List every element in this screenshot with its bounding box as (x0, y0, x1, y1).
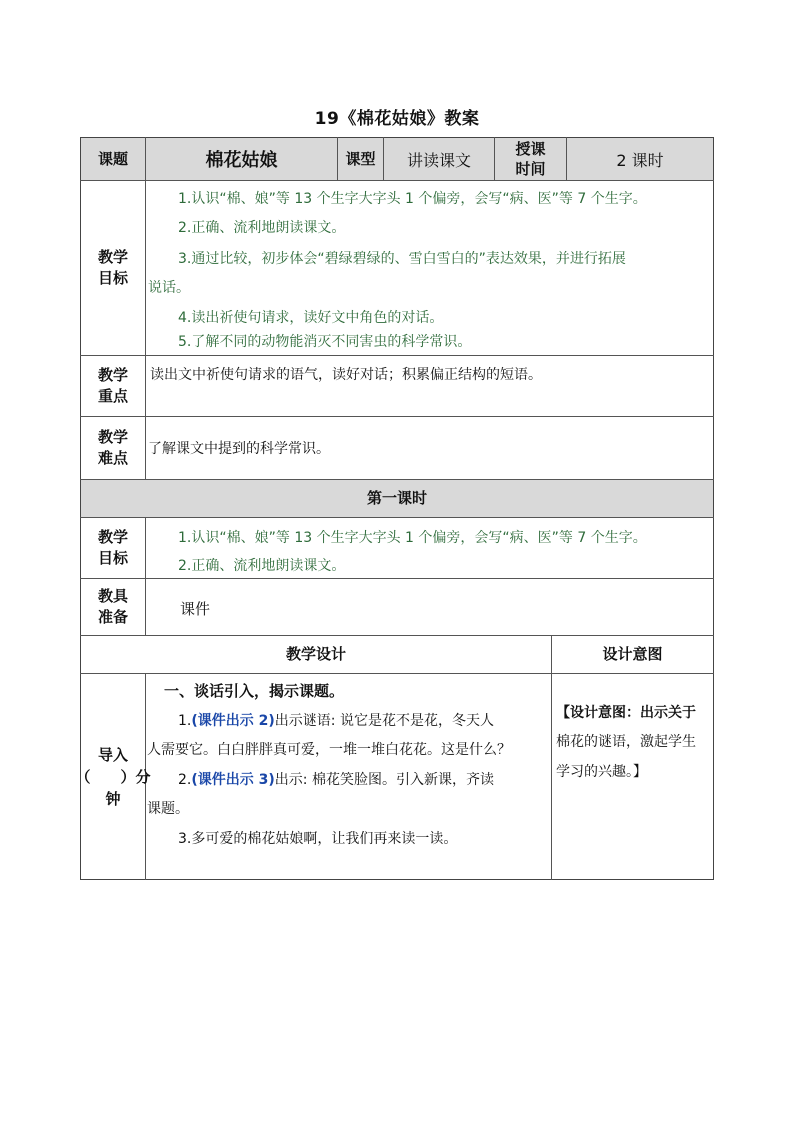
step-1-text: 出示谜语: 说它是花不是花，冬天人 (274, 713, 494, 729)
key-points-label (81, 356, 145, 416)
design-intent-line1: 【设计意图：出示关于 (556, 705, 696, 721)
difficulties-label (81, 417, 145, 479)
step-1 (178, 712, 494, 730)
difficulties-text: 了解课文中提到的科学常识。 (148, 441, 330, 457)
step-2 (178, 771, 494, 789)
teaching-time-label-line2: 时间 (515, 160, 546, 178)
lesson1-goals-label (81, 518, 145, 578)
teaching-time-value: 2 课时 (616, 150, 664, 170)
step-3: 3.多可爱的棉花姑娘啊，让我们再来读一读。 (178, 831, 458, 847)
row-divider (80, 517, 714, 518)
lesson1-heading: 第一课时 (366, 489, 427, 507)
step-2-continuation: 课题。 (147, 801, 189, 817)
goals-label-line1: 教学 (97, 248, 128, 266)
lesson-type-value: 讲读课文 (406, 150, 471, 170)
row-divider (80, 180, 714, 181)
key-points-label-line1: 教学 (97, 366, 128, 384)
step-2-number: 2. (178, 772, 192, 788)
row-divider (80, 355, 714, 356)
goals-label (81, 181, 145, 355)
tools-label-line2: 准备 (97, 608, 128, 626)
row-divider (80, 673, 714, 674)
row-divider (80, 416, 714, 417)
lesson1-goal-item: 1.认识“棉、娘”等 13 个生字大字头 1 个偏旁，会写“病、医”等 7 个生字。 (178, 530, 647, 546)
lesson1-goals-label-line1: 教学 (97, 528, 128, 546)
stage-label-line1: 导入 (97, 746, 128, 764)
tools-value: 课件 (180, 600, 211, 618)
col-divider (145, 137, 146, 479)
teaching-time-label-line1: 授课 (515, 140, 546, 158)
row-divider (80, 578, 714, 579)
design-column-header: 教学设计 (285, 645, 346, 663)
col-divider (145, 517, 146, 635)
step-1-slide-tag: (课件出示 2) (191, 713, 275, 729)
difficulties-label-line2: 难点 (97, 449, 128, 467)
difficulties-label-line1: 教学 (97, 428, 128, 446)
goal-item: 2.正确、流利地朗读课文。 (178, 220, 346, 236)
goal-item: 5.了解不同的动物能消灭不同害虫的科学常识。 (178, 334, 472, 350)
goal-item: 4.读出祈使句请求，读好文中角色的对话。 (178, 310, 444, 326)
stage-label (75, 674, 151, 880)
stage-label-line2: （ ）分 (75, 768, 151, 786)
document-title: 19《棉花姑娘》教案 (314, 109, 480, 129)
lesson1-goal-item: 2.正确、流利地朗读课文。 (178, 558, 346, 574)
lesson1-goals-label-line2: 目标 (97, 549, 128, 567)
step-1-continuation: 人需要它。白白胖胖真可爱，一堆一堆白花花。这是什么？ (147, 742, 511, 758)
goal-item: 3.通过比较，初步体会“碧绿碧绿的、雪白雪白的”表达效果，并进行拓展 (178, 251, 626, 267)
tools-label-line1: 教具 (97, 587, 128, 605)
goal-item-continuation: 说话。 (148, 280, 190, 296)
lesson-type-label: 课型 (345, 149, 376, 168)
teaching-time-label (495, 138, 566, 180)
step-2-slide-tag: (课件出示 3) (191, 772, 275, 788)
design-intent-line2: 棉花的谜语，激起学生 (556, 734, 696, 750)
key-points-text: 读出文中祈使句请求的语气，读好对话；积累偏正结构的短语。 (150, 367, 542, 383)
intent-column-header: 设计意图 (602, 645, 663, 663)
step-1-number: 1. (178, 713, 192, 729)
key-points-label-line2: 重点 (97, 387, 128, 405)
section-title: 一、谈话引入，揭示课题。 (164, 682, 345, 700)
topic-value: 棉花姑娘 (205, 150, 278, 171)
stage-label-line3: 钟 (105, 790, 121, 808)
design-intent-line3: 学习的兴趣。】 (556, 764, 647, 780)
goal-item: 1.认识“棉、娘”等 13 个生字大字头 1 个偏旁，会写“病、医”等 7 个生字。 (178, 191, 647, 207)
step-2-text: 出示: 棉花笑脸图。引入新课，齐读 (274, 772, 494, 788)
goals-label-line2: 目标 (97, 269, 128, 287)
topic-label: 课题 (97, 149, 128, 168)
tools-label (81, 579, 145, 635)
